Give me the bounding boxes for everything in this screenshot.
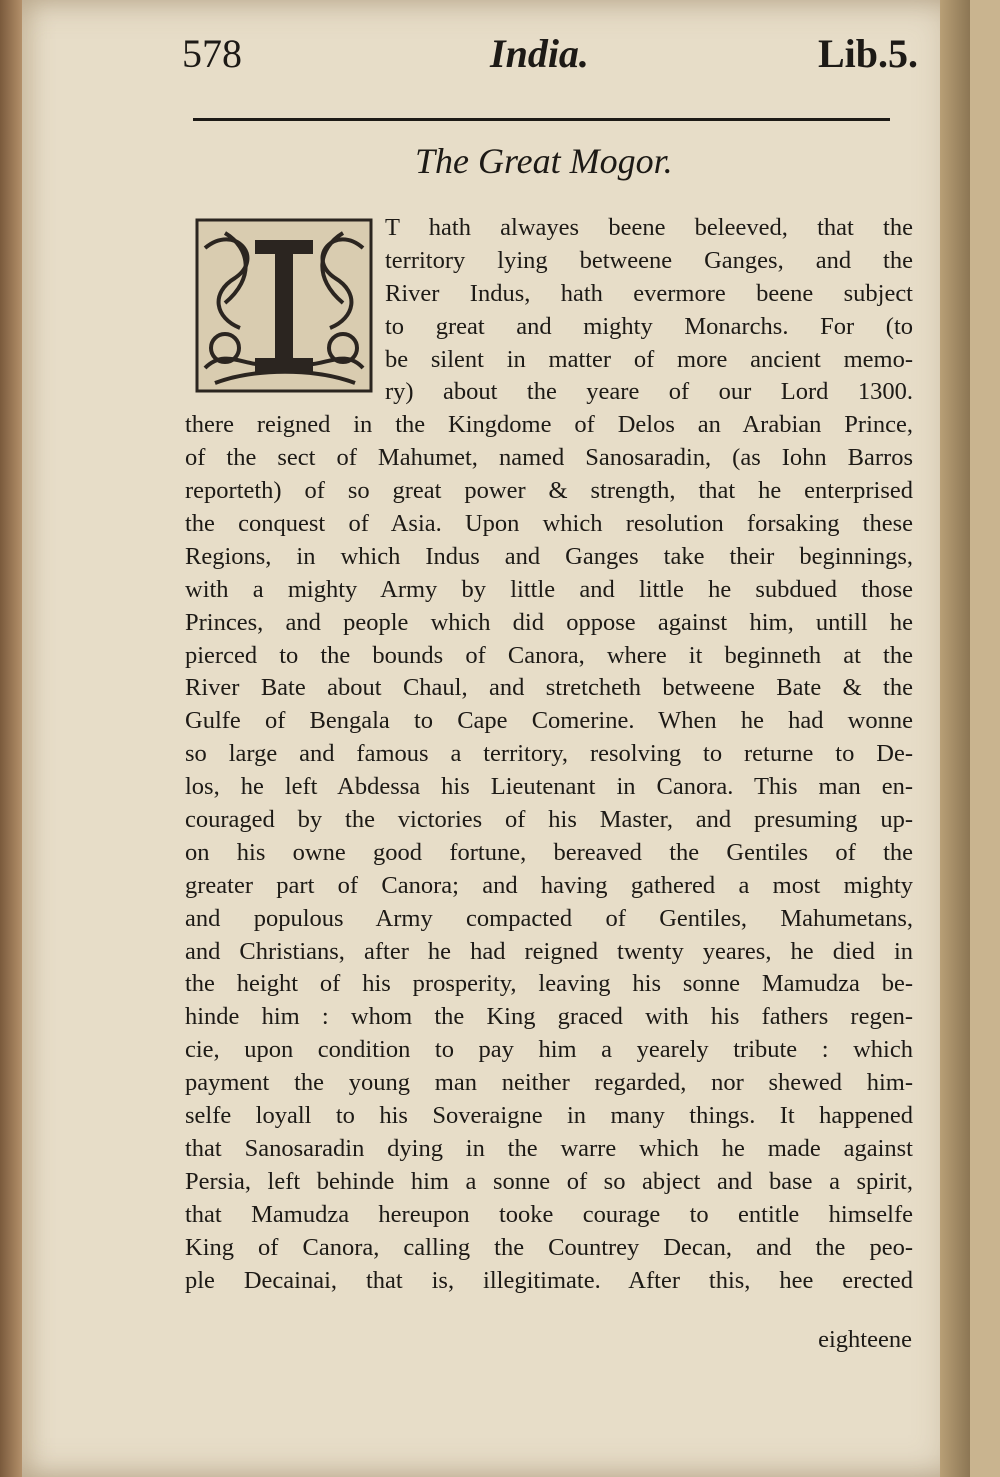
text-line: the conquest of Asia. Upon which resolution forsaking these: [185, 510, 913, 538]
header-rule: [193, 118, 890, 121]
text-line: reporteth) of so great power & strength, that he enterprised: [185, 477, 913, 505]
text-line: and populous Army compacted of Gentiles, Mahumetans,: [185, 904, 913, 932]
text-line: pierced to the bounds of Canora, where it beginneth at the: [185, 641, 913, 669]
text-line: and Christians, after he had reigned twenty yeares, he died in: [185, 937, 913, 965]
text-line: the height of his prosperity, leaving his sonne Mamudza be-: [185, 970, 913, 998]
text-line: cie, upon condition to pay him a yearely tribute : which: [185, 1036, 913, 1064]
section-title: The Great Mogor.: [415, 141, 673, 181]
text-line: territory lying betweene Ganges, and the: [385, 246, 913, 274]
text-line: so large and famous a territory, resolving to returne to De-: [185, 740, 913, 768]
text-line: hinde him : whom the King graced with his fathers regen-: [185, 1003, 913, 1031]
text-line: los, he left Abdessa his Lieutenant in Canora. This man en-: [185, 773, 913, 801]
binding-edge: [0, 0, 22, 1477]
body-text: [185, 212, 913, 1297]
text-line: payment the young man neither regarded, nor shewed him-: [185, 1069, 913, 1097]
page-edge: [940, 0, 970, 1477]
text-line: with a mighty Army by little and little he subdued those: [185, 575, 913, 603]
text-line: Gulfe of Bengala to Cape Comerine. When he had wonne: [185, 707, 913, 735]
text-line: Regions, in which Indus and Ganges take their beginnings,: [185, 542, 913, 570]
text-line: ry) about the yeare of our Lord 1300.: [385, 378, 913, 406]
text-line: King of Canora, calling the Countrey Decan, and the peo-: [185, 1233, 913, 1261]
catchword: eighteene: [818, 1326, 912, 1353]
text-line: selfe loyall to his Soveraigne in many things. It happened: [185, 1102, 913, 1130]
text-line: couraged by the victories of his Master, and presuming up-: [185, 806, 913, 834]
text-line: River Indus, hath evermore beene subject: [385, 279, 913, 307]
page-number: 578: [182, 31, 242, 76]
text-line: Princes, and people which did oppose against him, untill he: [185, 608, 913, 636]
text-line: on his owne good fortune, bereaved the Gentiles of the: [185, 838, 913, 866]
text-line: there reigned in the Kingdome of Delos an Arabian Prince,: [185, 411, 913, 439]
text-line: that Mamudza hereupon tooke courage to entitle himselfe: [185, 1200, 913, 1228]
text-line: ple Decainai, that is, illegitimate. After this, hee erected: [185, 1266, 913, 1294]
book-marker: Lib.5.: [818, 31, 919, 76]
text-line: to great and mighty Monarchs. For (to: [385, 312, 913, 340]
text-line: River Bate about Chaul, and stretcheth betweene Bate & the: [185, 674, 913, 702]
text-line: that Sanosaradin dying in the warre which he made against: [185, 1134, 913, 1162]
text-line: greater part of Canora; and having gathered a most mighty: [185, 871, 913, 899]
text-line: T hath alwayes beene beleeved, that the: [385, 214, 913, 241]
text-line: Persia, left behinde him a sonne of so abject and base a spirit,: [185, 1167, 913, 1195]
text-line: be silent in matter of more ancient memo-: [385, 345, 913, 373]
running-head: India.: [490, 31, 589, 76]
text-line: of the sect of Mahumet, named Sanosaradin, (as Iohn Barros: [185, 444, 913, 472]
